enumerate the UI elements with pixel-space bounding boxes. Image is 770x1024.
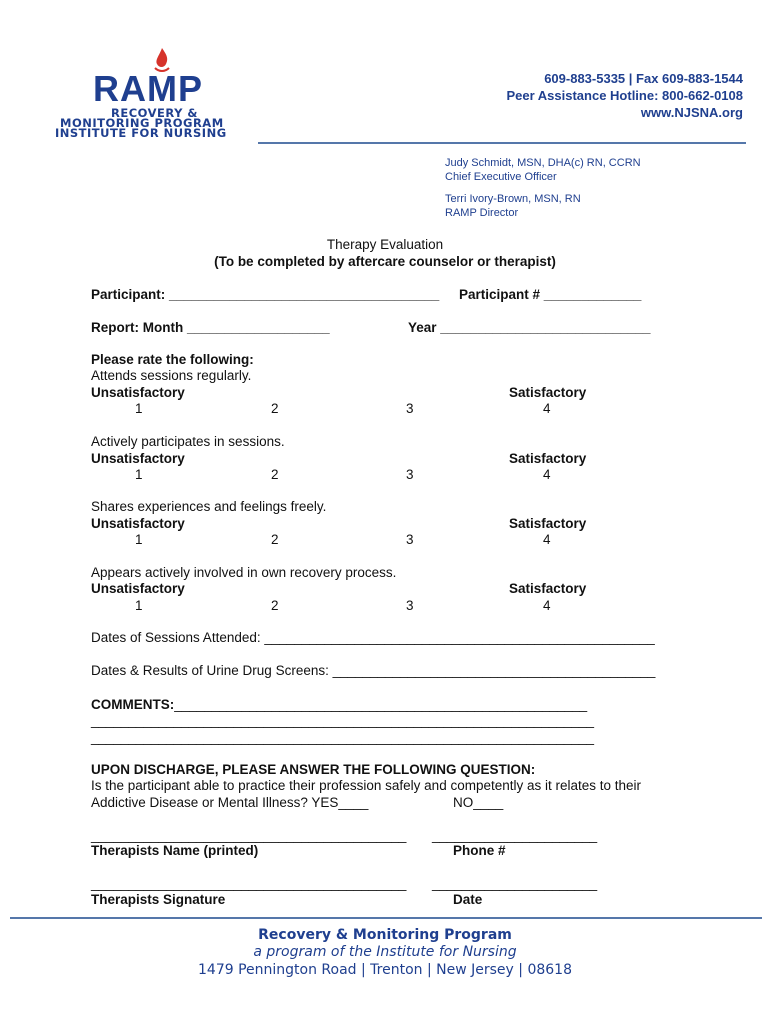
dates-attended-field[interactable]: Dates of Sessions Attended: ____________________________________________________ <box>91 630 655 645</box>
comments-line[interactable]: _______________________________________________________ <box>174 697 588 712</box>
comments-label: COMMENTS: <box>91 697 175 712</box>
logo-line1: RECOVERY & <box>111 106 198 120</box>
discharge-yes-field[interactable]: Addictive Disease or Mental Illness? YES____ <box>91 795 369 810</box>
rating-option-3[interactable]: 3 <box>406 401 414 416</box>
footer-subtitle: a program of the Institute for Nursing <box>253 944 517 960</box>
comments-line[interactable]: ___________________________________________________________________ <box>91 713 595 728</box>
comments-field[interactable] <box>91 697 587 712</box>
phone-fax: 609-883-5335 | Fax 609-883-1544 <box>544 71 743 86</box>
phone-line[interactable]: ______________________ <box>432 828 598 843</box>
date-line[interactable]: ______________________ <box>432 876 598 891</box>
header-divider <box>258 142 746 144</box>
satisfactory-label: Satisfactory <box>509 516 587 531</box>
unsatisfactory-label: Unsatisfactory <box>91 451 185 466</box>
rating-option-2[interactable]: 2 <box>271 532 279 547</box>
rating-option-3[interactable]: 3 <box>406 467 414 482</box>
staff-name: Terri Ivory-Brown, MSN, RN <box>445 193 581 205</box>
participant-field[interactable]: Participant: ____________________________________ <box>91 287 440 302</box>
discharge-no-field[interactable]: NO____ <box>453 795 504 810</box>
staff-title: RAMP Director <box>445 207 519 219</box>
footer-address: 1479 Pennington Road | Trenton | New Jersey | 08618 <box>198 962 572 978</box>
unsatisfactory-label: Unsatisfactory <box>91 581 185 596</box>
rating-option-4[interactable]: 4 <box>543 598 551 613</box>
rating-option-1[interactable]: 1 <box>135 532 143 547</box>
rating-option-2[interactable]: 2 <box>271 401 279 416</box>
logo-line2: MONITORING PROGRAM <box>60 116 224 130</box>
participant-number-field[interactable]: Participant # _____________ <box>459 287 642 302</box>
discharge-question: Is the participant able to practice their profession safely and competently as it relates to their <box>91 778 642 793</box>
rating-option-3[interactable]: 3 <box>406 532 414 547</box>
logo-title: RAMP <box>93 68 203 109</box>
comments-line[interactable]: ___________________________________________________________________ <box>91 730 595 745</box>
therapist-name-line[interactable]: __________________________________________ <box>91 828 407 843</box>
rating-item-label: Appears actively involved in own recovery process. <box>91 565 397 580</box>
rating-option-2[interactable]: 2 <box>271 467 279 482</box>
staff-name: Judy Schmidt, MSN, DHA(c) RN, CCRN <box>445 157 641 169</box>
satisfactory-label: Satisfactory <box>509 581 587 596</box>
satisfactory-label: Satisfactory <box>509 385 587 400</box>
phone-label: Phone # <box>453 843 506 858</box>
form-title: Therapy Evaluation <box>326 237 444 252</box>
rate-heading: Please rate the following: <box>91 352 254 367</box>
therapist-name-label: Therapists Name (printed) <box>91 843 259 858</box>
footer-title: Recovery & Monitoring Program <box>258 927 512 943</box>
website: www.NJSNA.org <box>640 105 743 120</box>
therapist-signature-label: Therapists Signature <box>91 892 226 907</box>
staff-ceo <box>445 156 641 184</box>
rating-option-4[interactable]: 4 <box>543 532 551 547</box>
rating-option-3[interactable]: 3 <box>406 598 414 613</box>
hotline: Peer Assistance Hotline: 800-662-0108 <box>506 88 743 103</box>
date-label: Date <box>453 892 483 907</box>
logo-line3: INSTITUTE FOR NURSING <box>55 126 227 140</box>
urine-screens-field[interactable]: Dates & Results of Urine Drug Screens: ___________________________________________ <box>91 663 656 678</box>
footer-divider <box>10 917 762 919</box>
signature-line[interactable]: __________________________________________ <box>91 876 407 891</box>
discharge-heading: UPON DISCHARGE, PLEASE ANSWER THE FOLLOWING QUESTION: <box>91 762 536 777</box>
rating-option-1[interactable]: 1 <box>135 401 143 416</box>
rating-option-4[interactable]: 4 <box>543 401 551 416</box>
staff-director <box>445 192 581 220</box>
rating-item-label: Attends sessions regularly. <box>91 368 252 383</box>
logo <box>55 46 255 138</box>
year-field[interactable]: Year ____________________________ <box>408 320 651 335</box>
report-month-field[interactable]: Report: Month ___________________ <box>91 320 330 335</box>
rating-option-1[interactable]: 1 <box>135 598 143 613</box>
staff-title: Chief Executive Officer <box>445 171 557 183</box>
unsatisfactory-label: Unsatisfactory <box>91 385 185 400</box>
rating-item-label: Actively participates in sessions. <box>91 434 285 449</box>
rating-option-4[interactable]: 4 <box>543 467 551 482</box>
rating-option-2[interactable]: 2 <box>271 598 279 613</box>
unsatisfactory-label: Unsatisfactory <box>91 516 185 531</box>
rating-option-1[interactable]: 1 <box>135 467 143 482</box>
contact-info <box>506 70 743 121</box>
form-subtitle: (To be completed by aftercare counselor or therapist) <box>214 254 556 269</box>
satisfactory-label: Satisfactory <box>509 451 587 466</box>
rating-item-label: Shares experiences and feelings freely. <box>91 499 327 514</box>
